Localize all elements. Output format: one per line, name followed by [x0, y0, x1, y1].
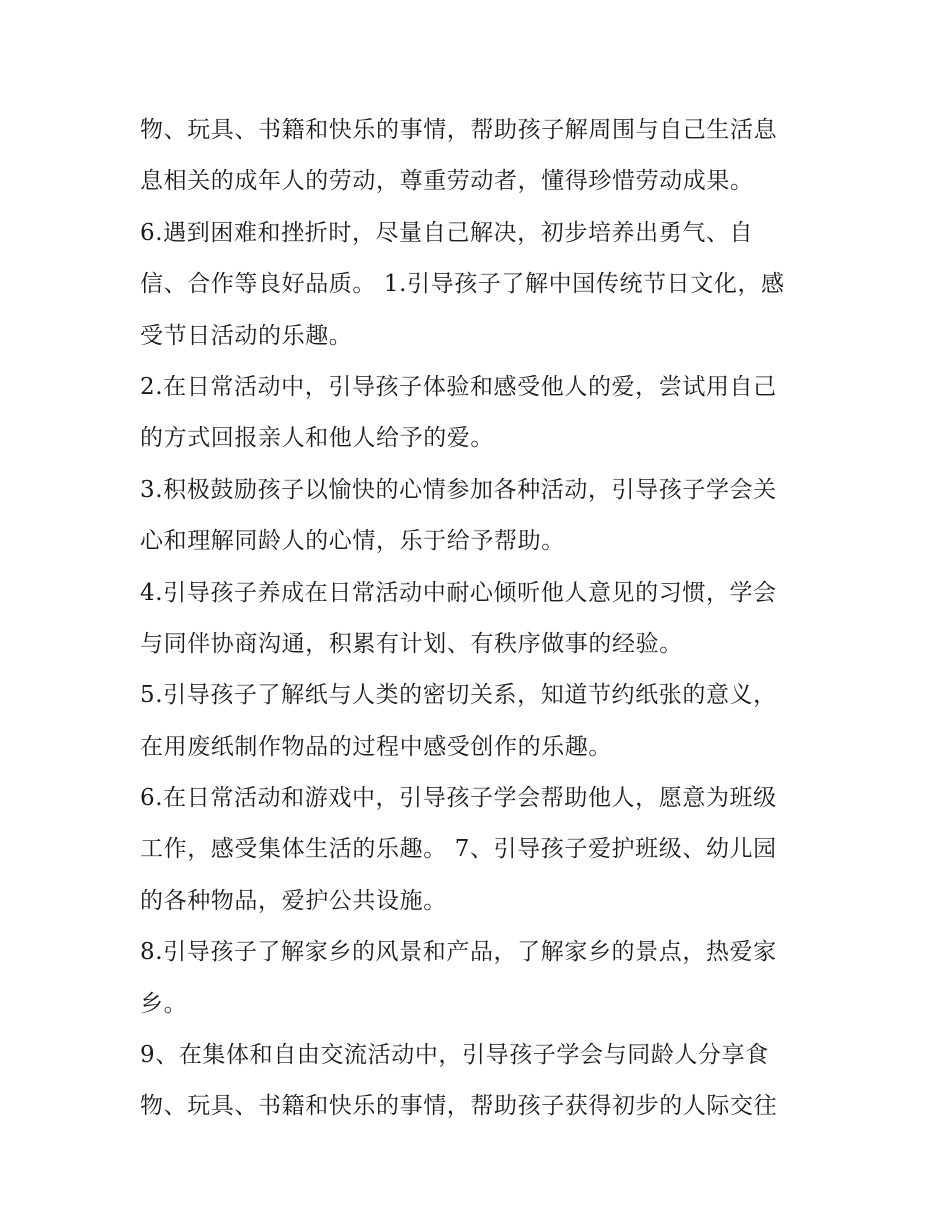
text-line: 工作，感受集体生活的乐趣。 7、引导孩子爱护班级、幼儿园 — [140, 836, 777, 863]
text-line: 6.遇到困难和挫折时，尽量自己解决，初步培养出勇气、自 — [140, 219, 754, 246]
text-line: 8.引导孩子了解家乡的风景和产品，了解家乡的景点，热爱家 — [140, 939, 777, 966]
text-line: 3.积极鼓励孩子以愉快的心情参加各种活动，引导孩子学会关 — [140, 476, 777, 503]
text-line: 心和理解同龄人的心情，乐于给予帮助。 — [140, 528, 565, 555]
text-line: 4.引导孩子养成在日常活动中耐心倾听他人意见的习惯，学会 — [140, 579, 777, 606]
text-line: 乡。 — [140, 990, 188, 1017]
text-line: 在用废纸制作物品的过程中感受创作的乐趣。 — [140, 733, 612, 760]
text-line: 6.在日常活动和游戏中，引导孩子学会帮助他人，愿意为班级 — [140, 785, 777, 812]
text-line: 息相关的成年人的劳动，尊重劳动者，懂得珍惜劳动成果。 — [140, 168, 754, 195]
text-line: 的方式回报亲人和他人给予的爱。 — [140, 425, 494, 452]
text-line: 物、玩具、书籍和快乐的事情，帮助孩子解周围与自己生活息 — [140, 117, 778, 143]
text-line: 9、在集体和自由交流活动中，引导孩子学会与同龄人分享食 — [140, 1042, 769, 1069]
document-body — [140, 105, 820, 1133]
text-line: 的各种物品，爱护公共设施。 — [140, 887, 447, 914]
text-line: 受节日活动的乐趣。 — [140, 322, 353, 349]
text-line: 5.引导孩子了解纸与人类的密切关系，知道节约纸张的意义， — [140, 682, 777, 709]
text-line: 物、玩具、书籍和快乐的事情，帮助孩子获得初步的人际交往 — [140, 1093, 778, 1120]
text-line: 信、合作等良好品质。 1.引导孩子了解中国传统节日文化，感 — [140, 271, 785, 298]
text-line: 与同伴协商沟通，积累有计划、有秩序做事的经验。 — [140, 630, 683, 657]
text-line: 2.在日常活动中，引导孩子体验和感受他人的爱，尝试用自己 — [140, 373, 777, 400]
